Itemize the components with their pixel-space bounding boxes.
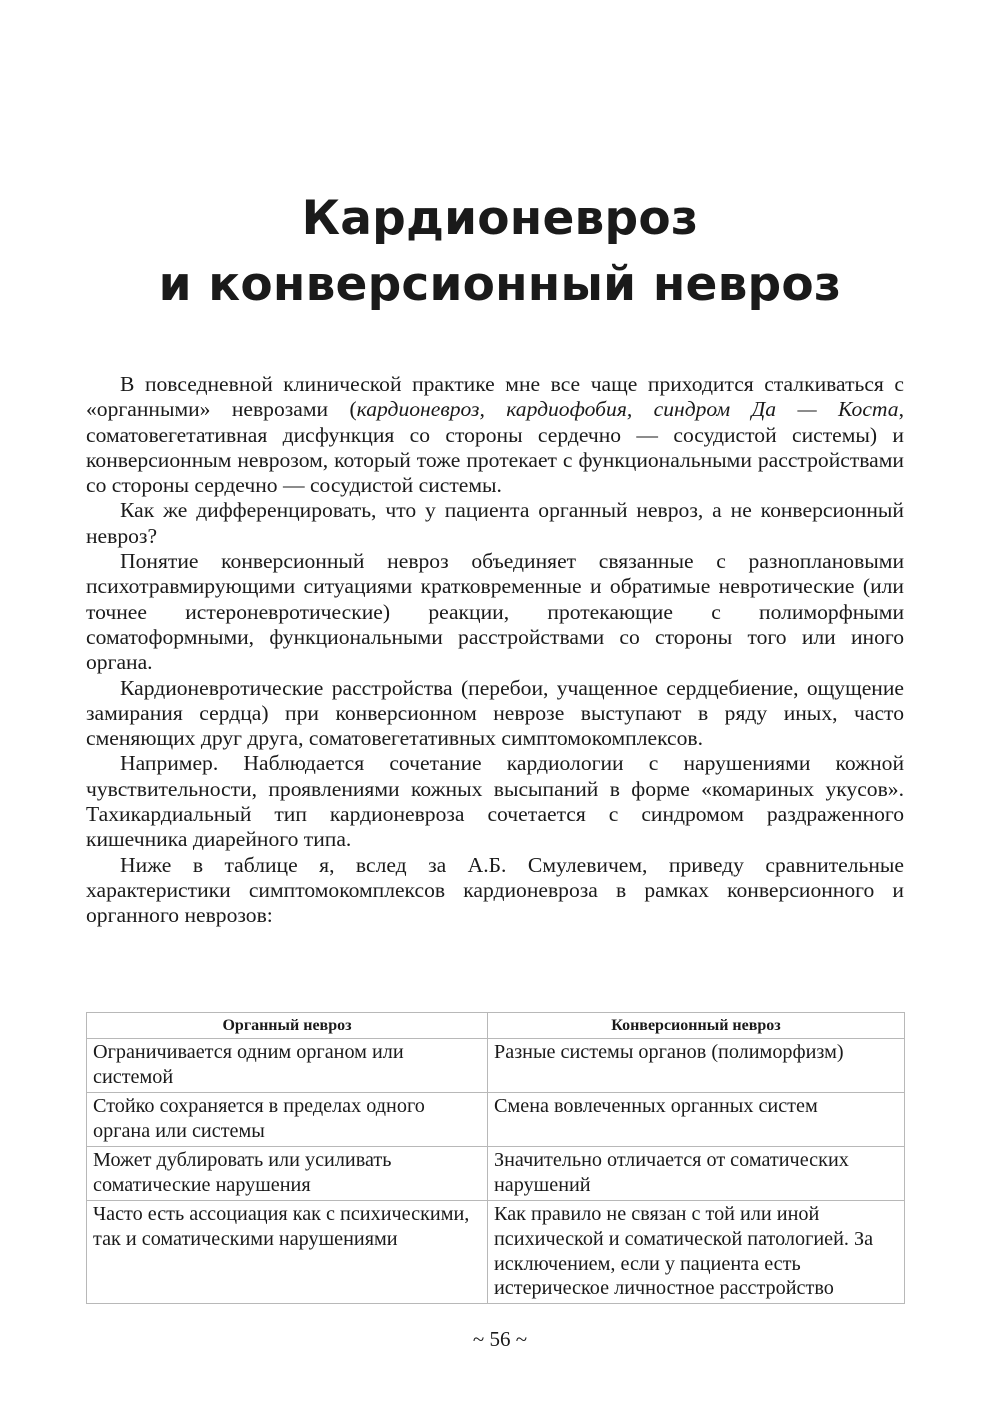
table-cell: Значительно отличается от соматических нарушений (488, 1147, 905, 1201)
table-row (87, 1039, 905, 1093)
table-cell: Разные системы органов (полиморфизм) (488, 1039, 905, 1093)
paragraph: Понятие конверсионный невроз объединяет связанные с разноплановыми психотравмирующими ситуациями кратковременные и обратимые невротические (или точнее истероневротические) реакции, протекающие с полиморфными соматоформными, функциональными расстройствами со стороны того или иного органа. (86, 549, 904, 675)
page-number: ~ 56 ~ (472, 1327, 528, 1351)
comparison-table (86, 1012, 905, 1304)
table-cell: Стойко сохраняется в пределах одного органа или системы (87, 1093, 488, 1147)
table-cell: Ограничивается одним органом или системой (87, 1039, 488, 1093)
table-cell: Часто есть ассоциация как с психическими, так и соматическими нарушениями (87, 1201, 488, 1304)
table-cell: Может дублировать или усиливать соматические нарушения (87, 1147, 488, 1201)
table-cell: Смена вовлеченных органных систем (488, 1093, 905, 1147)
body-text (86, 372, 904, 929)
table-row (87, 1147, 905, 1201)
table-row (87, 1201, 905, 1304)
paragraph: Например. Наблюдается сочетание кардиологии с нарушениями кожной чувствительности, проявлениями кожных высыпаний в форме «комариных укусов». Тахикардиальный тип кардионевроза сочетается с синдромом раздраженного кишечника диарейного типа. (86, 751, 904, 852)
paragraph: Ниже в таблице я, вслед за А.Б. Смулевичем, приведу сравнительные характеристики симптомокомплексов кардионевроза в рамках конверсионного и органного неврозов: (86, 852, 904, 928)
italic-terms: кардионевроз, кардиофобия, синдром Да — Коста (356, 397, 899, 422)
column-header-conversion-neurosis: Конверсионный невроз (488, 1013, 905, 1039)
column-header-organ-neurosis: Органный невроз (87, 1013, 488, 1039)
chapter-title-line-1: Кардионевроз (301, 191, 699, 246)
table-header-row (87, 1013, 905, 1039)
paragraph: Кардионевротические расстройства (перебои, учащенное сердцебиение, ощущение замирания сердца) при конверсионном неврозе выступают в ряду иных, часто сменяющих друг друга, соматовегетативных симптомокомплексов. (86, 675, 904, 751)
paragraph: В повседневной клинической практике мне все чаще приходится сталкиваться с «органными» неврозами (кардионевроз, кардиофобия, синдром Да — Коста, соматовегетативная дисфункция со стороны сердечно — сосудистой системы) и конверсионным неврозом, который тоже протекает с функциональными расстройствами со стороны сердечно — сосудистой системы. (86, 372, 904, 498)
chapter-title-line-2: и конверсионный невроз (158, 257, 842, 312)
paragraph: Как же дифференцировать, что у пациента органный невроз, а не конверсионный невроз? (86, 498, 904, 548)
table-cell: Как правило не связан с той или иной психической и соматической патологией. За исключением, если у пациента есть истерическое личностное расстройство (488, 1201, 905, 1304)
chapter-title (0, 186, 1000, 318)
table-row (87, 1093, 905, 1147)
